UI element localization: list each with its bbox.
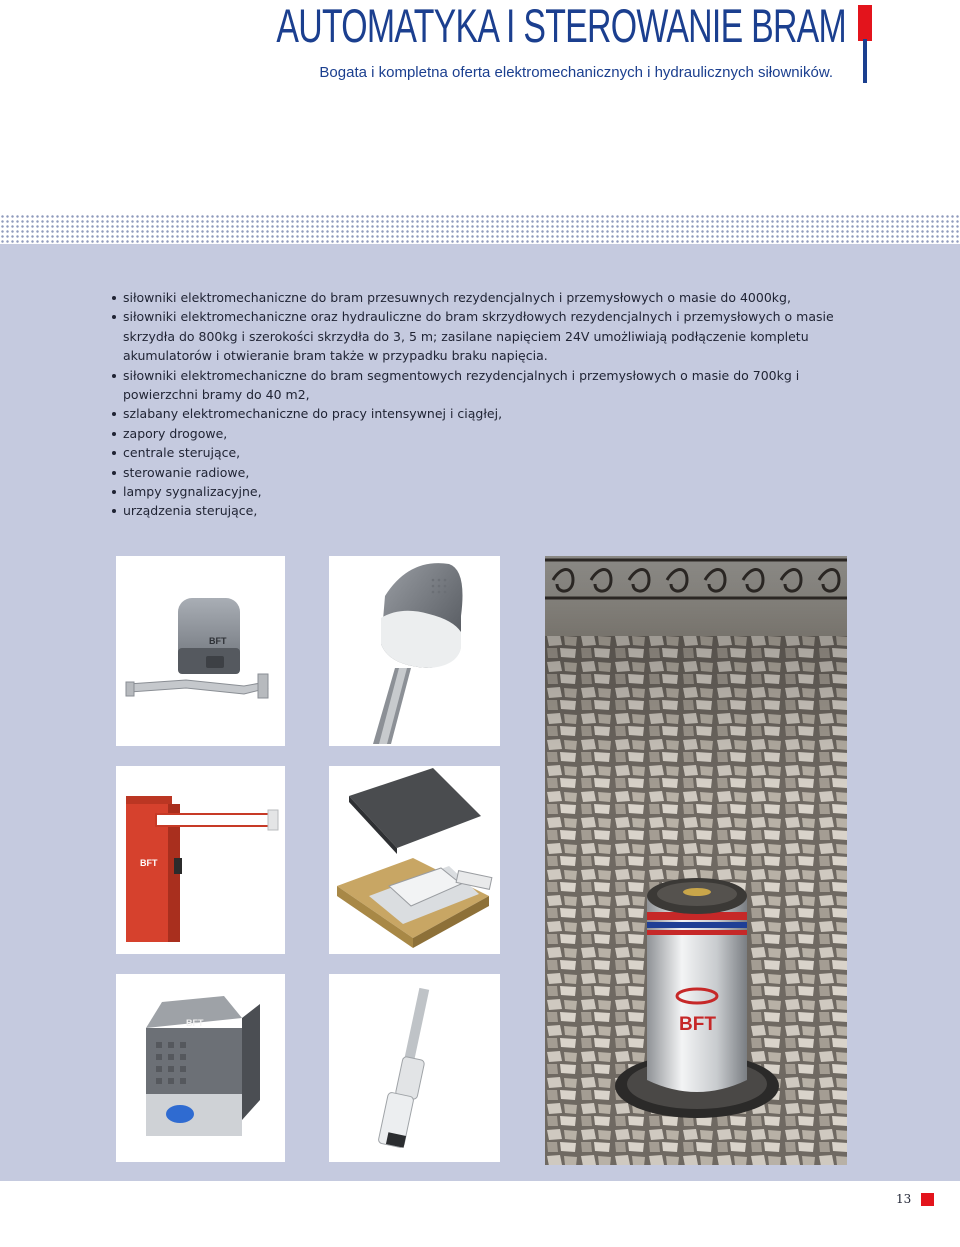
feature-item-sliding: siłowniki elektromechaniczne do bram przesuwnych rezydencjalnych i przemysłowych o masie do 4000kg, — [111, 288, 851, 307]
feature-item-control-devices: urządzenia sterujące, — [111, 501, 851, 520]
road-barrier-photo — [116, 766, 285, 954]
feature-item-barriers: szlabany elektromechaniczne do pracy intensywnej i ciągłej, — [111, 404, 851, 423]
feature-item-sectional: siłowniki elektromechaniczne do bram segmentowych rezydencjalnych i przemysłowych o masie do 700kg i powierzchni bramy do 40 m2, — [111, 366, 851, 405]
feature-item-lamps: lampy sygnalizacyjne, — [111, 482, 851, 501]
page-number: 13 — [896, 1192, 912, 1206]
feature-item-swing: siłowniki elektromechaniczne oraz hydrauliczne do bram skrzydłowych rezydencjalnych i przemysłowych o masie skrzydła do 800kg i szerokości skrzydła do 3, 5 m; zasilane napięciem 24V umożliwiają podłączenie kompletu akumulatorów i otwieranie bram także w przypadku braku napięcia. — [111, 307, 851, 365]
swing-gate-operator-photo — [116, 556, 285, 746]
linear-actuator-photo — [329, 974, 500, 1162]
accent-bar-red — [858, 5, 872, 41]
sectional-door-operator-photo — [329, 556, 500, 746]
brand-logo: BFT — [186, 1018, 204, 1028]
page-title: AUTOMATYKA I STEROWANIE BRAM — [276, 0, 846, 52]
sliding-gate-operator-photo — [116, 974, 285, 1162]
brand-logo: BFT — [140, 858, 158, 868]
underground-swing-operator-photo — [329, 766, 500, 954]
feature-item-bollards: zapory drogowe, — [111, 424, 851, 443]
dotted-separator — [0, 214, 960, 244]
page-marker-square — [921, 1193, 934, 1206]
feature-list — [111, 288, 851, 521]
brand-logo: BFT — [209, 636, 227, 646]
retractable-bollard-photo — [545, 556, 847, 1165]
brand-logo: BFT — [679, 1014, 716, 1035]
accent-bar-blue — [863, 39, 867, 83]
feature-item-radio: sterowanie radiowe, — [111, 463, 851, 482]
page-subtitle: Bogata i kompletna oferta elektromechanicznych i hydraulicznych siłowników. — [319, 64, 833, 81]
accent-bar — [858, 5, 872, 83]
feature-item-control-units: centrale sterujące, — [111, 443, 851, 462]
